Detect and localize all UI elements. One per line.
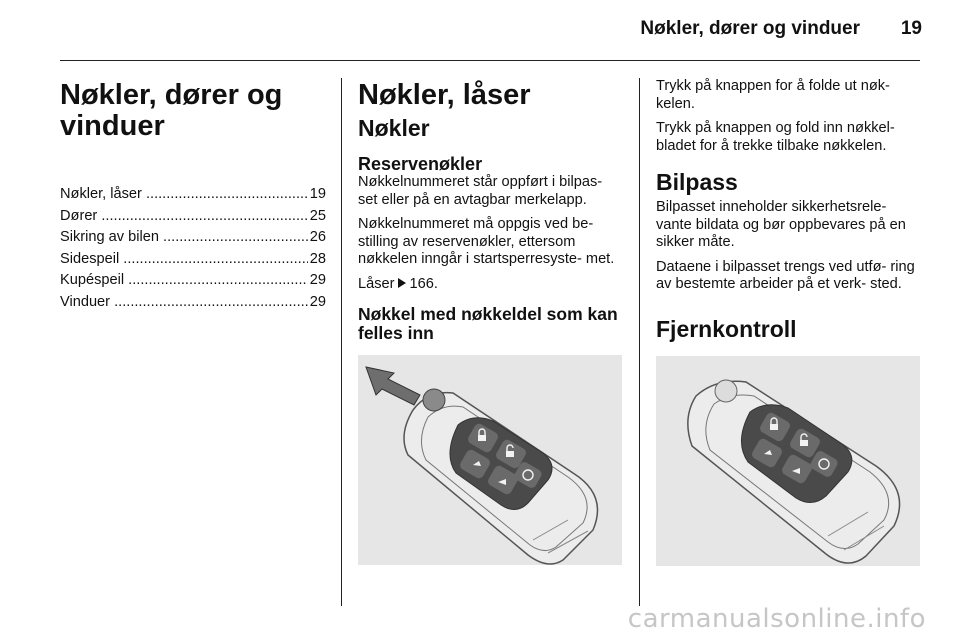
toc-label: Nøkler, låser — [60, 186, 142, 202]
toc-entry[interactable] — [60, 184, 326, 206]
toc-column — [60, 78, 326, 313]
header-divider — [60, 60, 920, 61]
paragraph: Nøkkelnummeret må oppgis ved be- stilling av reservenøkler, ettersom nøkkelen inngår i startsperresyste- met. — [358, 216, 615, 267]
fold-release-button — [423, 389, 445, 411]
paragraph: Trykk på knappen og fold inn nøkkel- bladet for å trekke tilbake nøkkelen. — [656, 120, 895, 154]
toc-leader — [163, 227, 308, 249]
fold-release-button — [715, 380, 737, 402]
keys-locks-column — [358, 78, 624, 565]
watermark: carmanualsonline.info — [627, 604, 926, 634]
folding-key-illustration — [358, 355, 622, 565]
table-of-contents — [60, 184, 326, 313]
toc-entry[interactable] — [60, 206, 326, 228]
page-number: 19 — [900, 18, 922, 39]
right-arrow-icon — [398, 278, 406, 288]
toc-leader — [114, 292, 308, 314]
toc-page: 25 — [309, 207, 326, 224]
paragraph: Trykk på knappen for å folde ut nøk- kelen. — [656, 78, 890, 112]
folding-key-heading: Nøkkel med nøkkeldel som kan felles inn — [358, 304, 618, 343]
toc-entry[interactable] — [60, 249, 326, 271]
car-pass-heading: Bilpass — [656, 169, 738, 195]
cross-reference[interactable] — [358, 276, 624, 294]
subsection-title: Nøkler — [358, 115, 430, 141]
paragraph: Bilpasset inneholder sikkerhetsrele- vante bildata og bør oppbevares på en sikker måte. — [656, 199, 906, 250]
reference-label: Låser — [358, 275, 395, 292]
toc-entry[interactable] — [60, 270, 326, 292]
car-pass-column — [656, 78, 922, 566]
toc-entry[interactable] — [60, 227, 326, 249]
toc-page: 29 — [309, 293, 326, 310]
spare-keys-heading: Reservenøkler — [358, 154, 483, 174]
toc-leader — [123, 249, 307, 271]
toc-entry[interactable] — [60, 292, 326, 314]
column-divider-2 — [639, 78, 640, 606]
paragraph: Dataene i bilpasset trengs ved utfø- ring av bestemte arbeider på et verk- sted. — [656, 258, 915, 292]
toc-page: 29 — [309, 272, 326, 288]
toc-leader — [128, 270, 308, 292]
remote-control-heading: Fjernkontroll — [656, 315, 797, 342]
paragraph: Nøkkelnummeret står oppført i bilpas- set eller på en avtagbar merkelapp. — [358, 174, 603, 208]
toc-page: 19 — [309, 186, 326, 202]
toc-label: Sidespeil — [60, 250, 120, 267]
running-header-title: Nøkler, dører og vinduer — [640, 18, 860, 39]
reference-page: 166. — [409, 275, 438, 292]
toc-page: 26 — [309, 229, 326, 245]
column-divider-1 — [341, 78, 342, 606]
toc-label: Sikring av bilen — [60, 229, 159, 245]
toc-label: Kupéspeil — [60, 272, 125, 288]
toc-page: 28 — [309, 250, 326, 267]
toc-leader — [146, 184, 308, 206]
pointer-arrow-icon — [366, 367, 420, 405]
toc-label: Dører — [60, 207, 98, 224]
remote-control-illustration — [656, 356, 920, 566]
toc-label: Vinduer — [60, 293, 111, 310]
chapter-title: Nøkler, dører og vinduer — [60, 79, 283, 142]
section-title: Nøkler, låser — [358, 79, 531, 111]
toc-leader — [101, 206, 307, 228]
